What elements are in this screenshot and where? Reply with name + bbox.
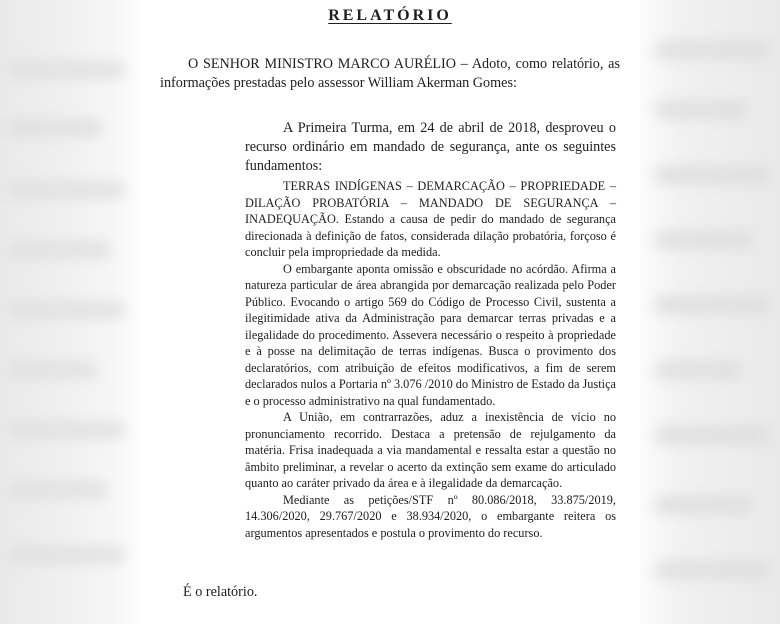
blurred-text-band xyxy=(654,495,752,515)
closing-line: É o relatório. xyxy=(183,584,258,600)
intro-paragraph xyxy=(160,55,620,93)
quote-intro-paragraph: A Primeira Turma, em 24 de abril de 2018, desproveu o recurso ordinário em mandado de segurança, ante os seguintes fundamentos: xyxy=(245,120,616,174)
blurred-text-band xyxy=(8,118,104,138)
blurred-text-band xyxy=(8,480,108,500)
blurred-text-band xyxy=(8,60,126,80)
intro-text: – Adoto, como relatório, as informações prestadas pelo assessor William Akerman Gomes: xyxy=(160,56,620,91)
body-paragraph: Mediante as petições/STF nº 80.086/2018, 33.875/2019, 14.306/2020, 29.767/2020 e 38.934/2020, o embargante reitera os argumentos apresentados e postula o provimento do recurso. xyxy=(245,492,616,540)
blurred-right-margin xyxy=(640,0,780,624)
body-paragraph: A União, em contrarrazões, aduz a inexistência de vício no pronunciamento recorrido. Destaca a pretensão de rejulgamento da matéria. Frisa inadequada a via mandamental e ressalta estar a questão no âmbito preliminar, a revelar o acerto da extinção sem exame do articulado quanto ao caráter privado da área e à ilegalidade da demarcação. xyxy=(245,410,616,490)
blurred-text-band xyxy=(654,230,754,250)
blurred-text-band xyxy=(8,545,126,565)
document-title: RELATÓRIO xyxy=(328,7,452,24)
blurred-text-band xyxy=(8,360,98,380)
blurred-text-band xyxy=(654,560,770,580)
blurred-text-band xyxy=(8,240,112,260)
blurred-text-band xyxy=(654,100,748,120)
blurred-text-band xyxy=(654,425,770,445)
ementa-paragraph: TERRAS INDÍGENAS – DEMARCAÇÃO – PROPRIEDADE – DILAÇÃO PROBATÓRIA – MANDADO DE SEGURANÇA – INADEQUAÇÃO. Estando a causa de pedir do mandado de segurança direcionada à definição de fatos, considerada dilação probatória, forçoso é concluir pela impropriedade da medida. xyxy=(245,179,616,259)
blurred-left-margin xyxy=(0,0,140,624)
document-page xyxy=(140,0,640,624)
quoted-block xyxy=(245,178,616,541)
blurred-text-band xyxy=(654,40,770,60)
speaker-name: O SENHOR MINISTRO MARCO AURÉLIO xyxy=(188,56,457,72)
blurred-text-band xyxy=(654,360,742,380)
blurred-text-band xyxy=(8,180,126,200)
body-paragraph: O embargante aponta omissão e obscuridade no acórdão. Afirma a natureza particular de área abrangida por demarcação realizada pelo Poder Público. Evocando o artigo 569 do Código de Processo Civil, sustenta a ilegitimidade ativa da Administração para demarcar terras privadas e a ilegalidade do procedimento. Assevera necessário o respeito à propriedade e à posse na delimitação de terras indígenas. Busca o provimento dos declaratórios, com atribuição de efeitos modificativos, a fim de serem declarados nulos a Portaria nº 3.076 /2010 do Ministro de Estado da Justiça e o processo administrativo na qual fundamentado. xyxy=(245,261,616,408)
blurred-text-band xyxy=(8,420,126,440)
blurred-text-band xyxy=(8,300,126,320)
blurred-text-band xyxy=(654,165,770,185)
blurred-text-band xyxy=(654,295,770,315)
